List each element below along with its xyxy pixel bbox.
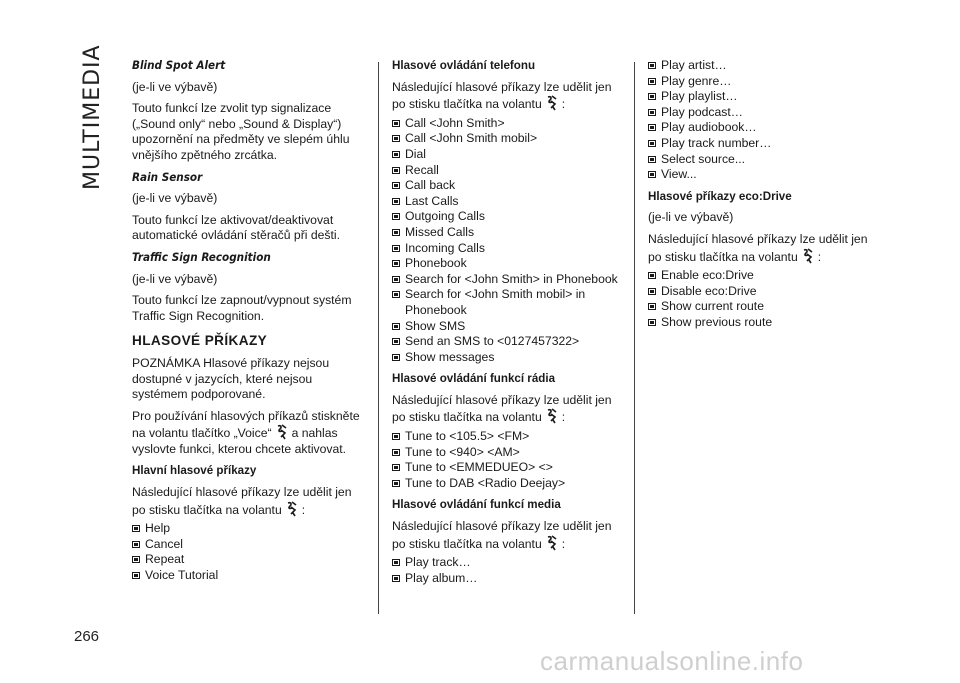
checkbox-bullet-icon [648,62,656,69]
list-item-label: Help [145,521,171,536]
eco-optional: (je-li ve výbavě) [648,210,734,225]
list-item [392,241,624,257]
list-item [392,460,624,476]
list-item-label: Enable eco:Drive [661,268,754,283]
rain-title: Rain Sensor [132,169,203,184]
eco-heading: Hlasové příkazy eco:Drive [648,189,792,203]
rain-text: Touto funkcí lze aktivovat/deaktivovat automatické ovládání stěračů při dešti. [132,212,340,243]
checkbox-bullet-icon [392,338,400,345]
checkbox-bullet-icon [132,556,140,563]
media-commands-list-cont [648,58,880,183]
checkbox-bullet-icon [648,272,656,279]
list-item [132,568,364,584]
list-item-label: Play album… [405,570,478,585]
list-item [132,521,364,537]
list-item [392,429,624,445]
phone-heading: Hlasové ovládání telefonu [392,59,536,72]
list-item-label: Tune to DAB <Radio Deejay> [405,475,566,490]
list-item [392,350,624,366]
usage-after: a nahlas vyslovte funkci, kterou chcete aktivovat. [132,426,347,456]
list-item [648,136,880,152]
checkbox-bullet-icon [648,171,656,178]
list-item-label: Play track… [405,555,471,570]
checkbox-bullet-icon [392,291,400,298]
list-item [648,315,880,331]
checkbox-bullet-icon [392,559,400,566]
list-item-label: Play genre… [661,73,732,88]
column-divider [378,62,379,614]
list-item-label: Incoming Calls [405,240,485,255]
checkbox-bullet-icon [648,93,656,100]
usage-before: Pro používání hlasových příkazů stiskněte na volantu tlačítko „Voice“ [132,408,360,441]
radio-commands-list [392,429,624,491]
list-item [392,225,624,241]
list-item-label: Outgoing Calls [405,209,485,224]
watermark: carmanualsonline.info [540,646,804,676]
list-item [648,120,880,136]
checkbox-bullet-icon [392,480,400,487]
list-item [392,555,624,571]
list-item [392,163,624,179]
bsa-text: Touto funkcí lze zvolit typ signalizace („Sound only“ nebo „Sound & Display“) upozornění na předměty ve slepém úhlu vnějšího zpětného zrcátka. [132,101,350,162]
list-item-label: Show messages [405,349,495,364]
main-intro: Následující hlasové příkazy lze udělit jen po stisku tlačítka na volantu : [132,485,352,517]
tsr-text: Touto funkcí lze zapnout/vypnout systém Traffic Sign Recognition. [132,293,352,323]
checkbox-bullet-icon [392,276,400,283]
list-item-label: Show SMS [405,318,466,333]
list-item [648,89,880,105]
media-intro: Následující hlasové příkazy lze udělit jen po stisku tlačítka na volantu : [392,519,612,551]
list-item [648,299,880,315]
list-item-label: Play audiobook… [661,120,757,135]
checkbox-bullet-icon [392,449,400,456]
list-item [648,58,880,74]
checkbox-bullet-icon [648,319,656,326]
checkbox-bullet-icon [648,140,656,147]
list-item [392,178,624,194]
list-item-label: Search for <John Smith mobil> in Phonebook [405,287,586,317]
list-item-label: Play podcast… [661,104,743,119]
list-item [392,194,624,210]
checkbox-bullet-icon [392,135,400,142]
checkbox-bullet-icon [392,433,400,440]
checkbox-bullet-icon [132,572,140,579]
checkbox-bullet-icon [392,323,400,330]
checkbox-bullet-icon [392,213,400,220]
tsr-title: Traffic Sign Recognition [132,249,271,264]
list-item-label: Show previous route [661,314,773,329]
tsr-optional: (je-li ve výbavě) [132,271,218,286]
checkbox-bullet-icon [132,525,140,532]
voice-command-icon [545,95,559,111]
side-title-text: MULTIMEDIA [80,44,105,190]
checkbox-bullet-icon [392,151,400,158]
phone-intro: Následující hlasové příkazy lze udělit jen po stisku tlačítka na volantu : [392,79,612,112]
list-item-label: Call back [405,178,456,193]
column-1 [132,58,364,584]
list-item-label: Last Calls [405,193,459,208]
list-item-label: Missed Calls [405,224,475,239]
checkbox-bullet-icon [392,464,400,471]
voice-command-icon [545,408,559,424]
voice-command-icon [285,501,299,517]
note-text: POZNÁMKA Hlasové příkazy nejsou dostupné v jazycích, které nejsou systémem podporované. [132,355,330,402]
media-commands-list [392,555,624,586]
checkbox-bullet-icon [392,120,400,127]
list-item-label: Repeat [145,552,185,567]
list-item-label: View... [661,167,697,182]
list-item [392,116,624,132]
phone-commands-list [392,116,624,366]
checkbox-bullet-icon [392,245,400,252]
media-intro-text: Následující hlasové příkazy lze udělit jen po stisku tlačítka na volantu [392,519,612,551]
checkbox-bullet-icon [392,575,400,582]
page-number: 266 [74,628,100,645]
list-item-label: Call <John Smith mobil> [405,131,538,146]
list-item-label: Search for <John Smith> in Phonebook [405,271,618,286]
list-item-label: Show current route [661,299,764,314]
rain-optional: (je-li ve výbavě) [132,191,218,206]
checkbox-bullet-icon [392,260,400,267]
list-item [392,131,624,147]
list-item [392,445,624,461]
list-item [392,272,624,288]
eco-commands-list [648,268,880,330]
list-item [648,105,880,121]
column-divider [634,62,635,614]
list-item-label: Play playlist… [661,89,738,104]
list-item-label: Play artist… [661,58,727,72]
phone-intro-text: Následující hlasové příkazy lze udělit jen po stisku tlačítka na volantu [392,79,612,112]
list-item-label: Send an SMS to <0127457322> [405,334,580,349]
list-item-label: Dial [405,146,426,161]
checkbox-bullet-icon [648,303,656,310]
radio-heading: Hlasové ovládání funkcí rádia [392,372,556,386]
checkbox-bullet-icon [648,156,656,163]
radio-intro: Následující hlasové příkazy lze udělit jen po stisku tlačítka na volantu : [392,392,612,425]
list-item [132,552,364,568]
checkbox-bullet-icon [648,78,656,85]
list-item [392,256,624,272]
checkbox-bullet-icon [648,109,656,116]
list-item-label: Select source... [661,151,745,166]
list-item [648,167,880,183]
list-item-label: Voice Tutorial [145,568,219,583]
main-commands-heading: Hlavní hlasové příkazy [132,464,257,478]
list-item-label: Disable eco:Drive [661,283,757,298]
list-item-label: Tune to <940> <AM> [405,444,520,459]
list-item-label: Phonebook [405,256,467,271]
list-item-label: Play track number… [661,135,772,150]
list-item-label: Tune to <105.5> <FM> [405,429,530,444]
list-item-label: Call <John Smith> [405,115,505,130]
bsa-title: Blind Spot Alert [132,58,226,72]
list-item [392,287,624,318]
checkbox-bullet-icon [392,182,400,189]
list-item [392,476,624,492]
voice-command-icon [545,535,559,551]
list-item [392,319,624,335]
list-item [648,284,880,300]
main-intro-text: Následující hlasové příkazy lze udělit jen po stisku tlačítka na volantu [132,485,352,517]
list-item [132,537,364,553]
list-item [392,334,624,350]
list-item [648,268,880,284]
main-commands-list [132,521,364,583]
radio-intro-text: Následující hlasové příkazy lze udělit jen po stisku tlačítka na volantu [392,392,612,425]
eco-intro-text: Následující hlasové příkazy lze udělit jen po stisku tlačítka na volantu [648,231,868,264]
list-item [648,152,880,168]
section-side-title [78,44,118,192]
list-item-label: Tune to <EMMEDUEO> <> [405,460,553,475]
checkbox-bullet-icon [392,167,400,174]
checkbox-bullet-icon [132,541,140,548]
voice-command-icon [275,424,289,440]
checkbox-bullet-icon [392,229,400,236]
list-item [392,571,624,587]
usage-text [132,409,364,458]
bsa-optional: (je-li ve výbavě) [132,79,218,94]
column-2 [392,58,624,586]
voice-commands-heading: HLASOVÉ PŘÍKAZY [132,333,268,349]
list-item [648,74,880,90]
column-3 [648,58,880,331]
list-item-label: Cancel [145,536,183,551]
list-item [392,209,624,225]
media-heading: Hlasové ovládání funkcí media [392,498,561,512]
checkbox-bullet-icon [392,354,400,361]
voice-command-icon [801,248,815,264]
checkbox-bullet-icon [392,198,400,205]
checkbox-bullet-icon [648,124,656,131]
checkbox-bullet-icon [648,288,656,295]
list-item-label: Recall [405,162,439,177]
list-item [392,147,624,163]
eco-intro: Následující hlasové příkazy lze udělit jen po stisku tlačítka na volantu : [648,231,868,264]
